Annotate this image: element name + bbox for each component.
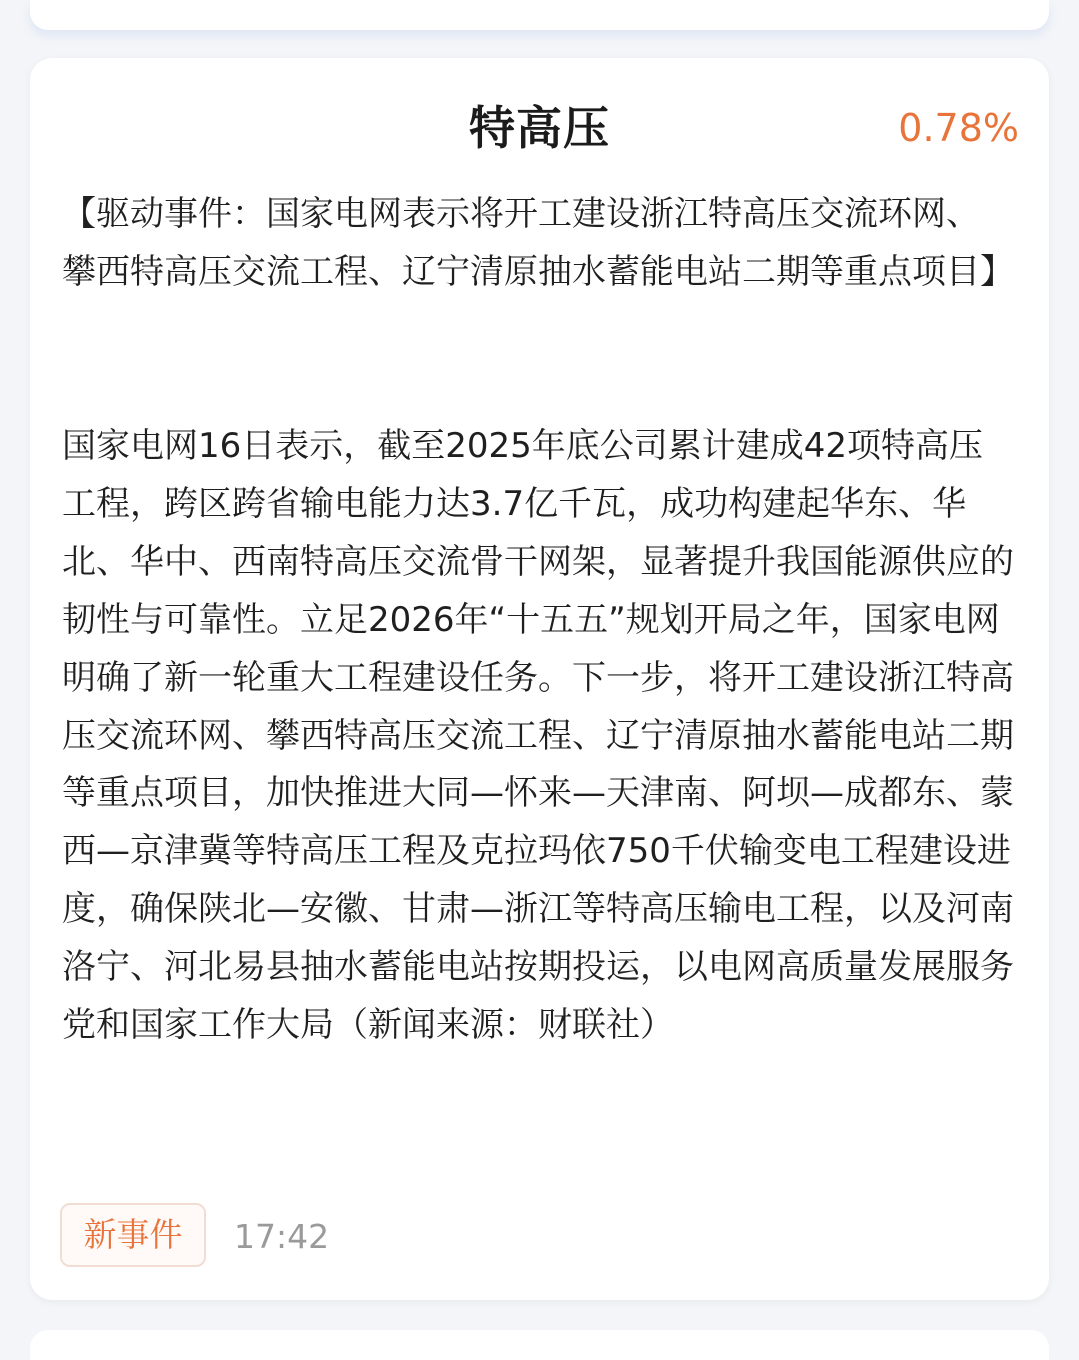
next-card: [30, 1330, 1049, 1360]
new-event-tag[interactable]: 新事件: [60, 1203, 206, 1267]
change-percentage: 0.78%: [898, 106, 1019, 150]
previous-card: [30, 0, 1049, 30]
event-body-text: 国家电网16日表示，截至2025年底公司累计建成42项特高压工程，跨区跨省输电能力达3.7亿千瓦，成功构建起华东、华北、华中、西南特高压交流骨干网架，显著提升我国能源供应的韧性与可靠性。立足2026年“十五五”规划开局之年，国家电网明确了新一轮重大工程建设任务。下一步，将开工建设浙江特高压交流环网、攀西特高压交流工程、辽宁清原抽水蓄能电站二期等重点项目，加快推进大同—怀来—天津南、阿坝—成都东、蒙西—京津冀等特高压工程及克拉玛依750千伏输变电工程建设进度，确保陕北—安徽、甘肃—浙江等特高压输电工程，以及河南洛宁、河北易县抽水蓄能电站按期投运，以电网高质量发展服务党和国家工作大局（新闻来源：财联社）: [62, 426, 1014, 1046]
event-headline: 【驱动事件：国家电网表示将开工建设浙江特高压交流环网、攀西特高压交流工程、辽宁清原抽水蓄能电站二期等重点项目】: [62, 194, 1014, 292]
event-timestamp: 17:42: [234, 1217, 330, 1256]
card-title: 特高压: [469, 101, 610, 155]
